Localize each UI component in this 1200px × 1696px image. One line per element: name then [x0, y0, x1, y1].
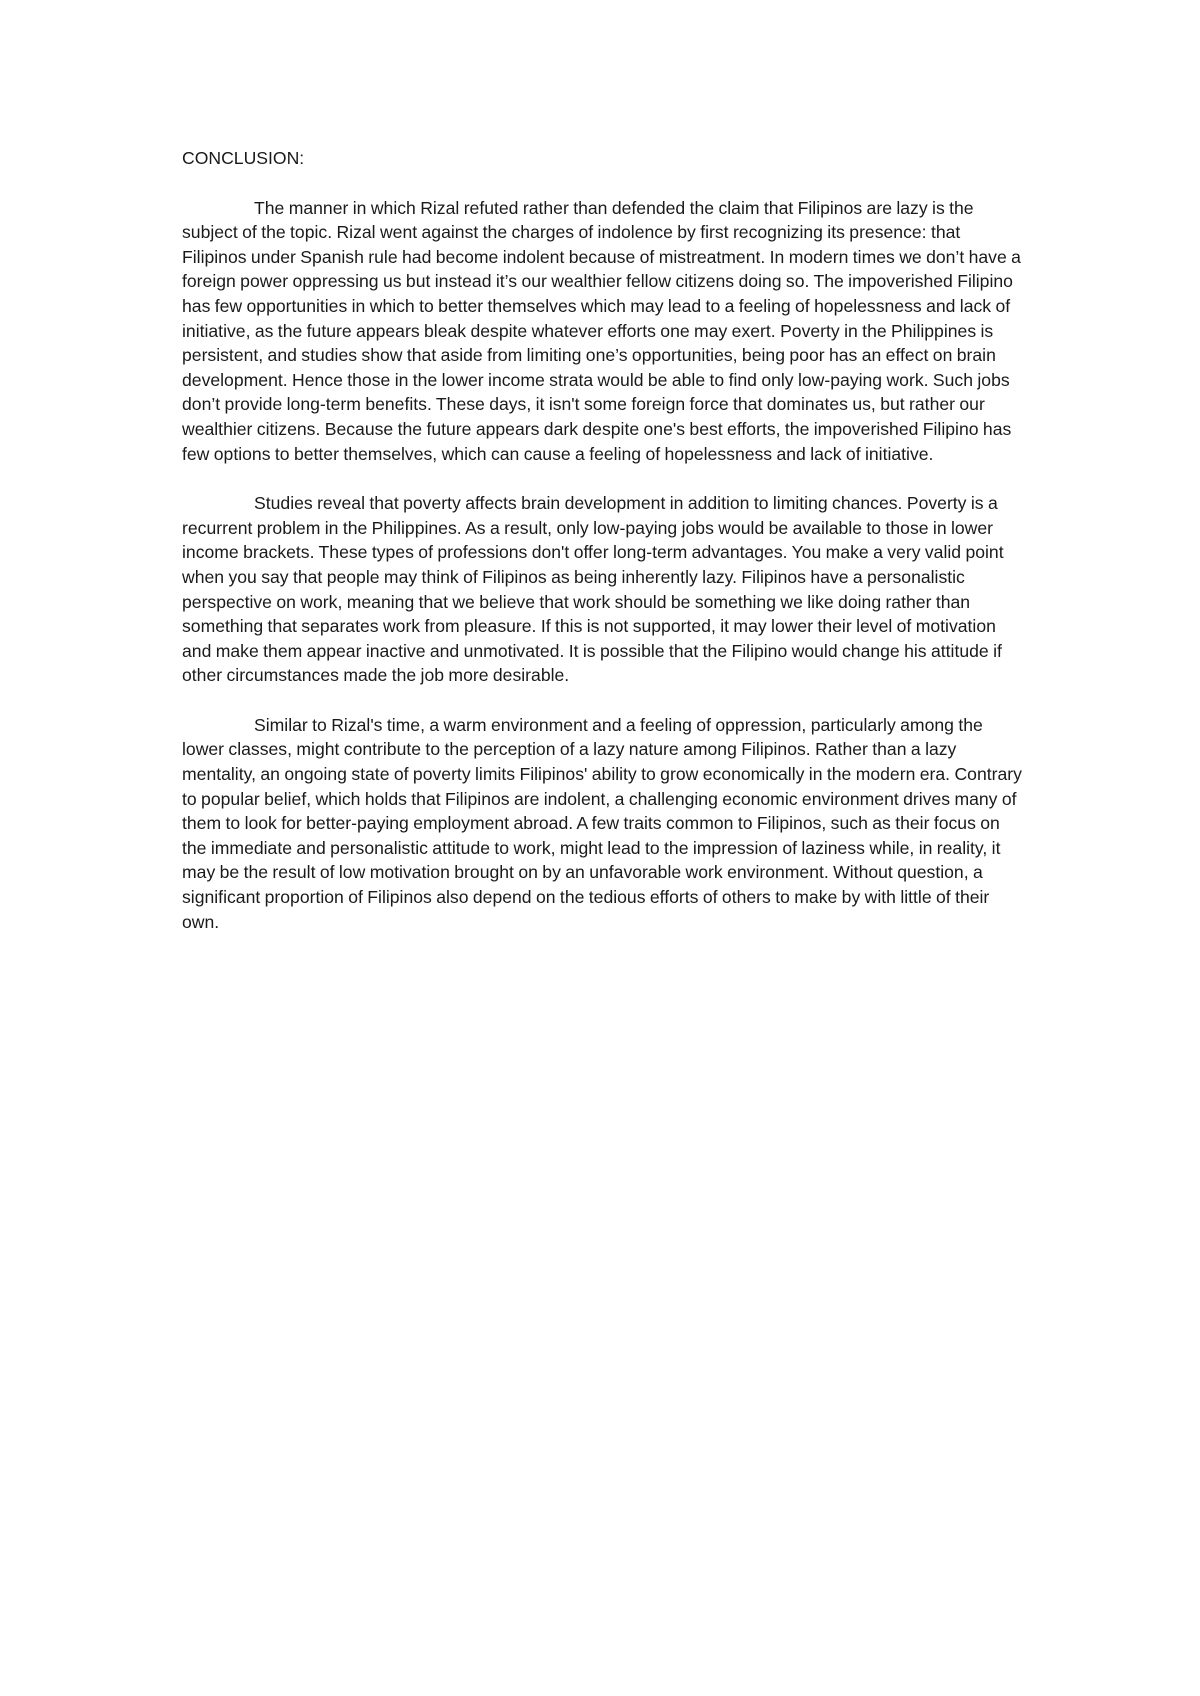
paragraph-1: The manner in which Rizal refuted rather than defended the claim that Filipinos are lazy is the subject of the topic. Rizal went against the charges of indolence by first recognizing its presence: that Filipinos under Spanish rule had become indolent because of mistreatment. In modern times we don’t have a foreign power oppressing us but instead it’s our wealthier fellow citizens doing so. The impoverished Filipino has few opportunities in which to better themselves which may lead to a feeling of hopelessness and lack of initiative, as the future appears bleak despite whatever efforts one may exert. Poverty in the Philippines is persistent, and studies show that aside from limiting one’s opportunities, being poor has an effect on brain development. Hence those in the lower income strata would be able to find only low-paying work. Such jobs don’t provide long-term benefits. These days, it isn't some foreign force that dominates us, but rather our wealthier citizens. Because the future appears dark despite one's best efforts, the impoverished Filipino has few options to better themselves, which can cause a feeling of hopelessness and lack of initiative. — [182, 197, 1021, 464]
document-body — [182, 146, 1026, 959]
paragraph-2: Studies reveal that poverty affects brain development in addition to limiting chances. Poverty is a recurrent problem in the Philippines. As a result, only low-paying jobs would be available to those in lower income brackets. These types of professions don't offer long-term advantages. You make a very valid point when you say that people may think of Filipinos as being inherently lazy. Filipinos have a personalistic perspective on work, meaning that we believe that work should be something we like doing rather than something that separates work from pleasure. If this is not supported, it may lower their level of motivation and make them appear inactive and unmotivated. It is possible that the Filipino would change his attitude if other circumstances made the job more desirable. — [182, 493, 1004, 686]
section-heading: CONCLUSION: — [182, 148, 305, 168]
paragraph-3: Similar to Rizal's time, a warm environment and a feeling of oppression, particularly among the lower classes, might contribute to the perception of a lazy nature among Filipinos. Rather than a lazy mentality, an ongoing state of poverty limits Filipinos' ability to grow economically in the modern era. Contrary to popular belief, which holds that Filipinos are indolent, a challenging economic environment drives many of them to look for better-paying employment abroad. A few traits common to Filipinos, such as their focus on the immediate and personalistic attitude to work, might lead to the impression of laziness while, in reality, it may be the result of low motivation brought on by an unfavorable work environment. Without question, a significant proportion of Filipinos also depend on the tedious efforts of others to make by with little of their own. — [182, 714, 1022, 932]
